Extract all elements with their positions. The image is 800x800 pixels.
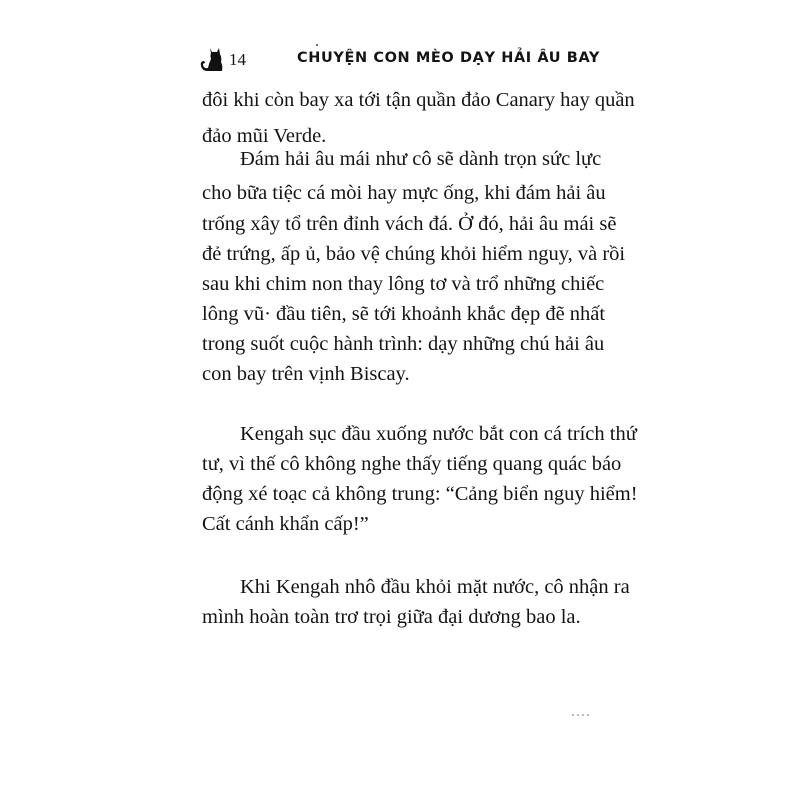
text-line: tư, vì thế cô không nghe thấy tiếng quang quác báo	[202, 453, 622, 475]
page-header	[198, 44, 600, 74]
text-line: trong suốt cuộc hành trình: dạy những chú hải âu	[202, 333, 605, 355]
page-number: 14	[229, 50, 246, 69]
text-line: đảo mũi Verde.	[202, 125, 327, 147]
text-line: con bay trên vịnh Biscay.	[202, 363, 410, 385]
text-line: đôi khi còn bay xa tới tận quần đảo Canary hay quần	[202, 89, 635, 111]
text-line: Cất cánh khẩn cấp!”	[202, 513, 369, 535]
text-line: cho bữa tiệc cá mòi hay mực ống, khi đám hải âu	[202, 182, 606, 204]
running-title: CHUYỆN CON MÈO DẠY HẢI ÂU BAY	[297, 50, 600, 66]
text-line: lông vũ· đầu tiên, sẽ tới khoảnh khắc đẹp đẽ nhất	[202, 303, 606, 325]
text-line: trống xây tổ trên đỉnh vách đá. Ở đó, hải âu mái sẽ	[202, 213, 617, 235]
text-line: Đám hải âu mái như cô sẽ dành trọn sức lực	[240, 148, 602, 170]
text-line: động xé toạc cả không trung: “Cảng biển nguy hiểm!	[202, 483, 638, 505]
cat-silhouette-icon	[198, 46, 226, 72]
text-line: sau khi chim non thay lông tơ và trổ những chiếc	[202, 273, 605, 295]
page-specks	[572, 714, 588, 716]
text-line: đẻ trứng, ấp ủ, bảo vệ chúng khỏi hiểm nguy, và rồi	[202, 243, 626, 265]
text-line: Khi Kengah nhô đầu khỏi mặt nước, cô nhận ra	[240, 576, 630, 598]
speck	[316, 44, 318, 46]
text-line: mình hoàn toàn trơ trọi giữa đại dương bao la.	[202, 606, 581, 628]
text-line: Kengah sục đầu xuống nước bắt con cá trích thứ	[240, 423, 637, 445]
